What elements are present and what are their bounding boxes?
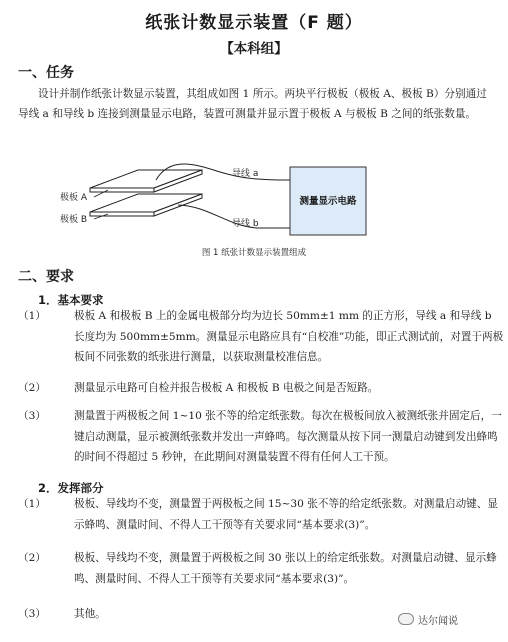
task-paragraph-text: 设计并制作纸张计数显示装置，其组成如图 1 所示。两块平行极板（极板 A、极板 B）分别通过导线 a 和导线 b 连接到测量显示电路，装置可测量并显示置于极板 A 与极板 B 之间的纸张数量。 [18,88,487,120]
figure-caption: 图 1 纸张计数显示装置组成 [201,248,307,258]
plate-b-edge [90,212,154,216]
item-number: （3） [18,410,46,422]
item-text: 其他。 [74,608,106,620]
section-heading-requirements: 二、要求 [18,269,74,285]
system-diagram [60,150,370,245]
plate-a-label: 极板 A [60,193,88,203]
watermark [398,612,508,627]
basic-item-2 [18,378,504,400]
plate-a-edge [90,188,154,192]
extended-item-2 [18,548,504,610]
wire-b-label: 导线 b [232,219,259,229]
document-title: 纸张计数显示装置（F 题） [145,13,363,33]
basic-item-3 [18,406,504,490]
watermark-text: 达尔闻说 [418,616,458,627]
circuit-label: 测量显示电路 [299,196,357,207]
plate-b-label: 极板 B [60,215,88,225]
item-text: 极板 A 和极板 B 上的金属电极部分均为边长 50mm±1 mm 的正方形，导线 a 和导线 b 长度均为 500mm±5mm。测量显示电路应具有“自校准”功能，即正式测试前，对置于两极板间不同张数的纸张进行测量，以获取测量校准信息。 [74,310,504,363]
extended-item-1 [18,494,504,556]
basic-requirements-heading: 1．基本要求 [38,293,104,307]
item-number: （2） [18,382,46,394]
item-text: 极板、导线均不变，测量置于两极板之间 30 张以上的给定纸张数。对测量启动键、显示蜂鸣、测量时间、不得人工干预等有关要求同“基本要求(3)”。 [74,552,497,585]
basic-item-1 [18,306,504,368]
item-text: 极板、导线均不变，测量置于两极板之间 15~30 张不等的给定纸张数。对测量启动键、显示蜂鸣、测量时间、不得人工干预等有关要求同“基本要求(3)”。 [74,498,498,531]
item-text: 测量显示电路可自检并报告极板 A 和极板 B 电极之间是否短路。 [74,382,379,394]
extended-requirements-heading: 2．发挥部分 [38,481,104,495]
item-number: （1） [18,310,46,322]
wire-a-label: 导线 a [232,169,259,179]
document-subtitle: 【本科组】 [220,41,288,57]
item-number: （1） [18,498,46,510]
item-number: （3） [18,608,46,620]
section-heading-task: 一、任务 [18,65,74,81]
item-text: 测量置于两极板之间 1~10 张不等的给定纸张数。每次在极板间放入被测纸张并固定后，一键启动测量，显示被测纸张数并发出一声蜂鸣。每次测量从按下同一测量启动键到发出蜂鸣的时间不得超过 5 秒钟，在此期间对测量装置不得有任何人工干预。 [74,410,502,463]
wechat-icon [398,613,414,625]
task-paragraph [18,84,496,124]
item-number: （2） [18,552,46,564]
